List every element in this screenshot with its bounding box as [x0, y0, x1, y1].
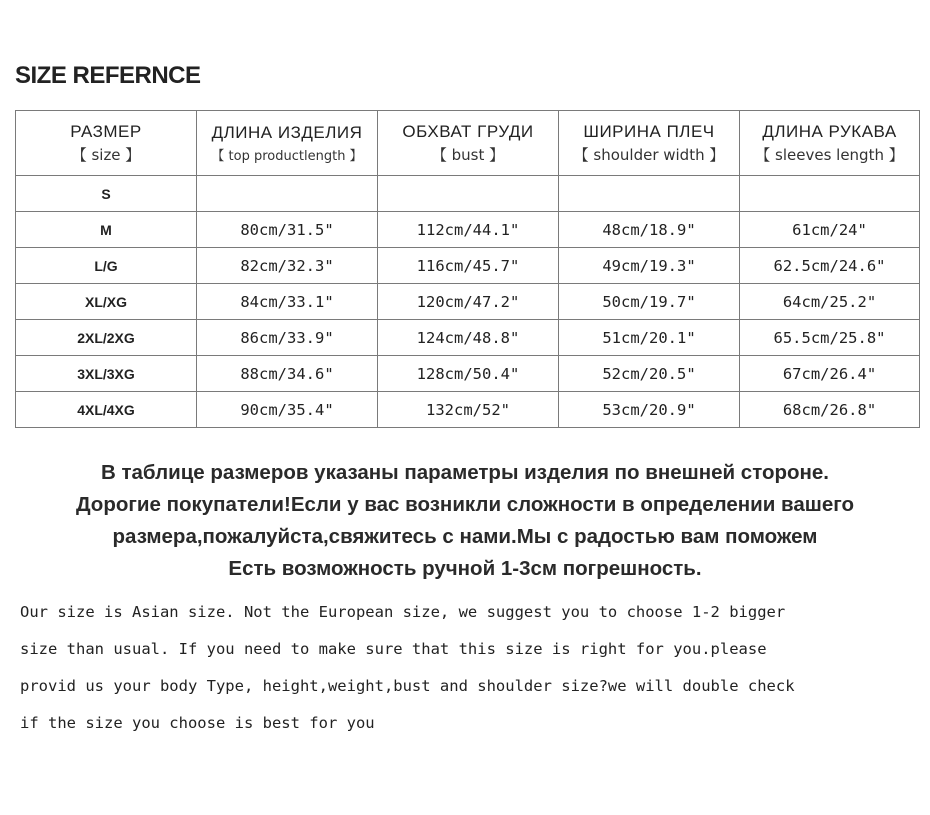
shoulder-cell: 53cm/20.9" [559, 392, 740, 428]
length-cell: 82cm/32.3" [197, 248, 378, 284]
table-row [16, 320, 920, 356]
length-cell: 84cm/33.1" [197, 284, 378, 320]
size-cell: 3XL/3XG [16, 356, 197, 392]
length-cell: 80cm/31.5" [197, 212, 378, 248]
page-title: SIZE REFERNCE [15, 62, 201, 89]
bust-cell: 132cm/52" [378, 392, 559, 428]
russian-note-line: Дорогие покупатели!Если у вас возникли сложности в определении вашего [75, 493, 855, 516]
length-cell: 90cm/35.4" [197, 392, 378, 428]
header-length [197, 111, 378, 176]
size-cell: M [16, 212, 197, 248]
size-cell: XL/XG [16, 284, 197, 320]
length-cell: 86cm/33.9" [197, 320, 378, 356]
header-size-en: 【 size 】 [71, 145, 141, 164]
header-shoulder [559, 111, 740, 176]
bust-cell: 120cm/47.2" [378, 284, 559, 320]
table-row [16, 284, 920, 320]
russian-note-line: В таблице размеров указаны параметры изделия по внешней стороне. [100, 461, 830, 484]
table-row [16, 392, 920, 428]
header-sleeve [740, 111, 920, 176]
shoulder-cell: 51cm/20.1" [559, 320, 740, 356]
header-shoulder-ru: ШИРИНА ПЛЕЧ [583, 121, 715, 141]
english-note-line: provid us your body Type, height,weight,bust and shoulder size?we will double check [20, 677, 795, 695]
bust-cell: 128cm/50.4" [378, 356, 559, 392]
size-cell: S [16, 176, 197, 212]
header-size-ru: РАЗМЕР [70, 121, 142, 141]
header-size [16, 111, 197, 176]
length-cell [197, 176, 378, 212]
table-header-row [16, 111, 920, 176]
russian-note-line: Есть возможность ручной 1-3см погрешность. [228, 557, 702, 580]
table-row [16, 212, 920, 248]
bust-cell: 124cm/48.8" [378, 320, 559, 356]
sleeve-cell: 64cm/25.2" [740, 284, 920, 320]
russian-notes [0, 457, 930, 585]
size-table [15, 110, 920, 428]
length-cell: 88cm/34.6" [197, 356, 378, 392]
sleeve-cell: 65.5cm/25.8" [740, 320, 920, 356]
sleeve-cell [740, 176, 920, 212]
shoulder-cell: 50cm/19.7" [559, 284, 740, 320]
english-note-line: if the size you choose is best for you [20, 714, 375, 732]
english-note-line: size than usual. If you need to make sure that this size is right for you.please [20, 640, 767, 658]
sleeve-cell: 62.5cm/24.6" [740, 248, 920, 284]
table-row [16, 356, 920, 392]
shoulder-cell [559, 176, 740, 212]
header-length-en: 【 top productlength 】 [211, 148, 363, 164]
bust-cell: 116cm/45.7" [378, 248, 559, 284]
header-bust [378, 111, 559, 176]
table-row [16, 176, 920, 212]
bust-cell: 112cm/44.1" [378, 212, 559, 248]
sleeve-cell: 61cm/24" [740, 212, 920, 248]
header-length-ru: ДЛИНА ИЗДЕЛИЯ [211, 122, 363, 142]
table-row [16, 248, 920, 284]
header-bust-en: 【 bust 】 [431, 145, 505, 164]
size-cell: 2XL/2XG [16, 320, 197, 356]
header-shoulder-en: 【 shoulder width 】 [573, 145, 725, 164]
header-sleeve-ru: ДЛИНА РУКАВА [762, 121, 897, 141]
shoulder-cell: 52cm/20.5" [559, 356, 740, 392]
russian-note-line: размера,пожалуйста,свяжитесь с нами.Мы с радостью вам поможем [112, 525, 818, 548]
sleeve-cell: 67cm/26.4" [740, 356, 920, 392]
size-cell: L/G [16, 248, 197, 284]
bust-cell [378, 176, 559, 212]
sleeve-cell: 68cm/26.8" [740, 392, 920, 428]
header-bust-ru: ОБХВАТ ГРУДИ [402, 121, 534, 141]
header-sleeve-en: 【 sleeves length 】 [755, 145, 904, 164]
size-cell: 4XL/4XG [16, 392, 197, 428]
shoulder-cell: 49cm/19.3" [559, 248, 740, 284]
english-notes [20, 594, 920, 742]
english-note-line: Our size is Asian size. Not the European size, we suggest you to choose 1-2 bigger [20, 603, 786, 621]
shoulder-cell: 48cm/18.9" [559, 212, 740, 248]
